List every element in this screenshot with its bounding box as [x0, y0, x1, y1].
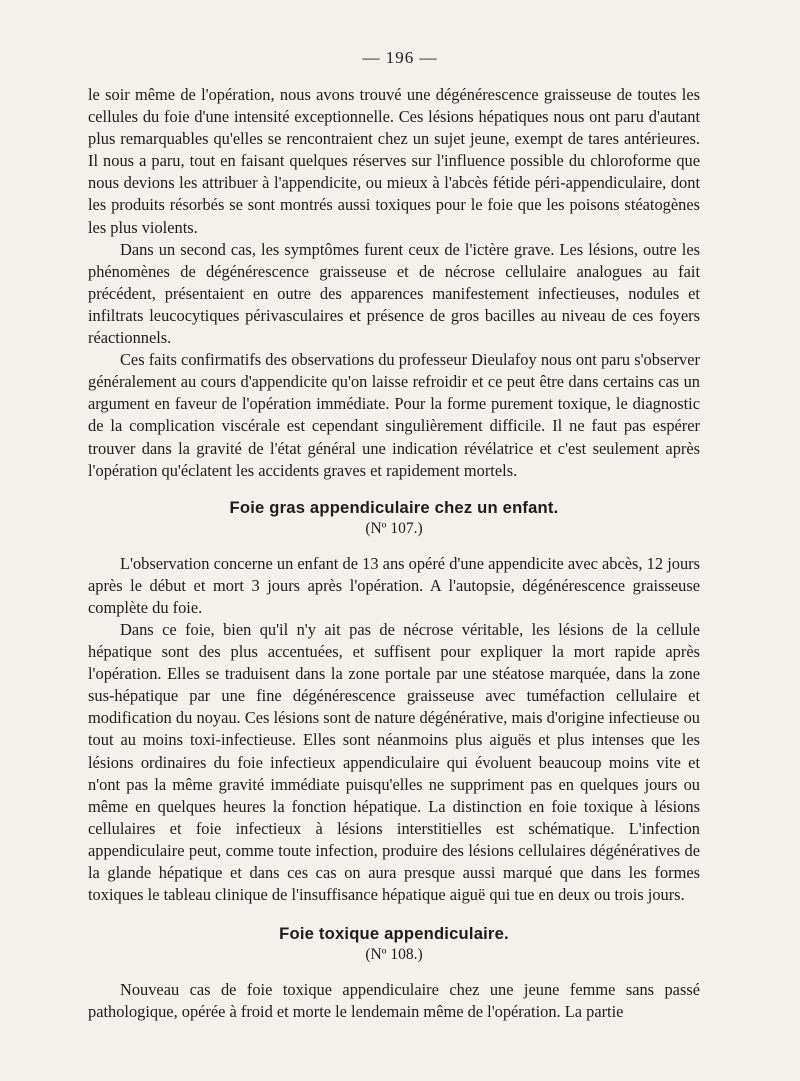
- page-number: — 196 —: [362, 48, 438, 67]
- paragraph-new-case: Nouveau cas de foie toxique appendiculaire chez une jeune femme sans passé pathologique, opérée à froid et morte le lendemain même de l'opération. La partie: [88, 980, 700, 1022]
- body-text: [88, 84, 700, 1023]
- paragraph-confirmations: Ces faits confirmatifs des observations du professeur Dieulafoy nous ont paru s'observer généralement au cours d'appendicite qu'on laisse refroidir et ce peut être dans certains cas un argument en faveur de l'opération immédiate. Pour la forme purement toxique, le diagnostic de la complication viscérale est cependant singulièrement difficile. Il ne faut pas espérer trouver dans la gravité de l'état général une indication révélatrice et c'est seulement après l'opération qu'éclatent les accidents graves et rapidement mortels.: [88, 350, 700, 480]
- section-title-foie-gras: Foie gras appendiculaire chez un enfant.: [229, 497, 559, 517]
- paragraph-observation-child: L'observation concerne un enfant de 13 ans opéré d'une appendicite avec abcès, 12 jours après le début et mort 3 jours après l'opération. A l'autopsie, dégénérescence graisseuse complète du foie.: [88, 553, 700, 617]
- paragraph-second-case: Dans un second cas, les symptômes furent ceux de l'ictère grave. Les lésions, outre les phénomènes de dégénérescence graisseuse et de nécrose cellulaire analogues au fait précédent, présentaient en outre des apparences manifestement infectieuses, nodules et infiltrats leucocytiques périvasculaires et présence de gros bacilles au niveau de ces foyers réactionnels.: [88, 239, 700, 348]
- observation-number-107: (Nº 107.): [365, 519, 423, 537]
- section-title-foie-toxique: Foie toxique appendiculaire.: [279, 924, 509, 944]
- observation-number-108: (Nº 108.): [365, 946, 423, 964]
- paragraph-liver-lesions: Dans ce foie, bien qu'il n'y ait pas de nécrose véritable, les lésions de la cellule hépatique sont des plus accentuées, et suffisent pour expliquer la mort rapide après l'opération. Elles se traduisent dans la zone portale par une stéatose marquée, dans la zone sus-hépatique par une fine dégénérescence graisseuse avec tuméfaction cellulaire et modification du noyau. Ces lésions sont de nature dégénérative, mais d'origine infectieuse ou tout au moins toxi-infectieuse. Elles sont néanmoins plus aiguës et plus intenses que les lésions ordinaires du foie infectieux appendiculaire qui évoluent beaucoup moins vite et n'ont pas la même gravité immédiate puisqu'elles ne suppriment pas en quelques jours ou même en quelques heures la fonction hépatique. La distinction en foie toxique à lésions cellulaires et foie infectieux à lésions interstitielles est schématique. L'infection appendiculaire peut, comme toute infection, produire des lésions cellulaires dégénératives de la glande hépatique et dans ces cas on aura presque aussi marqué que dans les formes toxiques le tableau clinique de l'insuffisance hépatique aiguë qui tue en deux ou trois jours.: [88, 619, 700, 905]
- paragraph-continuation: le soir même de l'opération, nous avons trouvé une dégénérescence graisseuse de toutes les cellules du foie d'une intensité exceptionnelle. Ces lésions hépatiques nous ont paru d'autant plus remarquables qu'elles se rencontraient chez un sujet jeune, exempt de tares antérieures. Il nous a paru, tout en faisant quelques réserves sur l'influence possible du chloroforme que nous devions les attribuer à l'appendicite, ou mieux à l'abcès fétide péri-appendiculaire, dont les produits résorbés se sont montrés aussi toxiques pour le foie que les poisons stéatogènes les plus violents.: [88, 85, 700, 237]
